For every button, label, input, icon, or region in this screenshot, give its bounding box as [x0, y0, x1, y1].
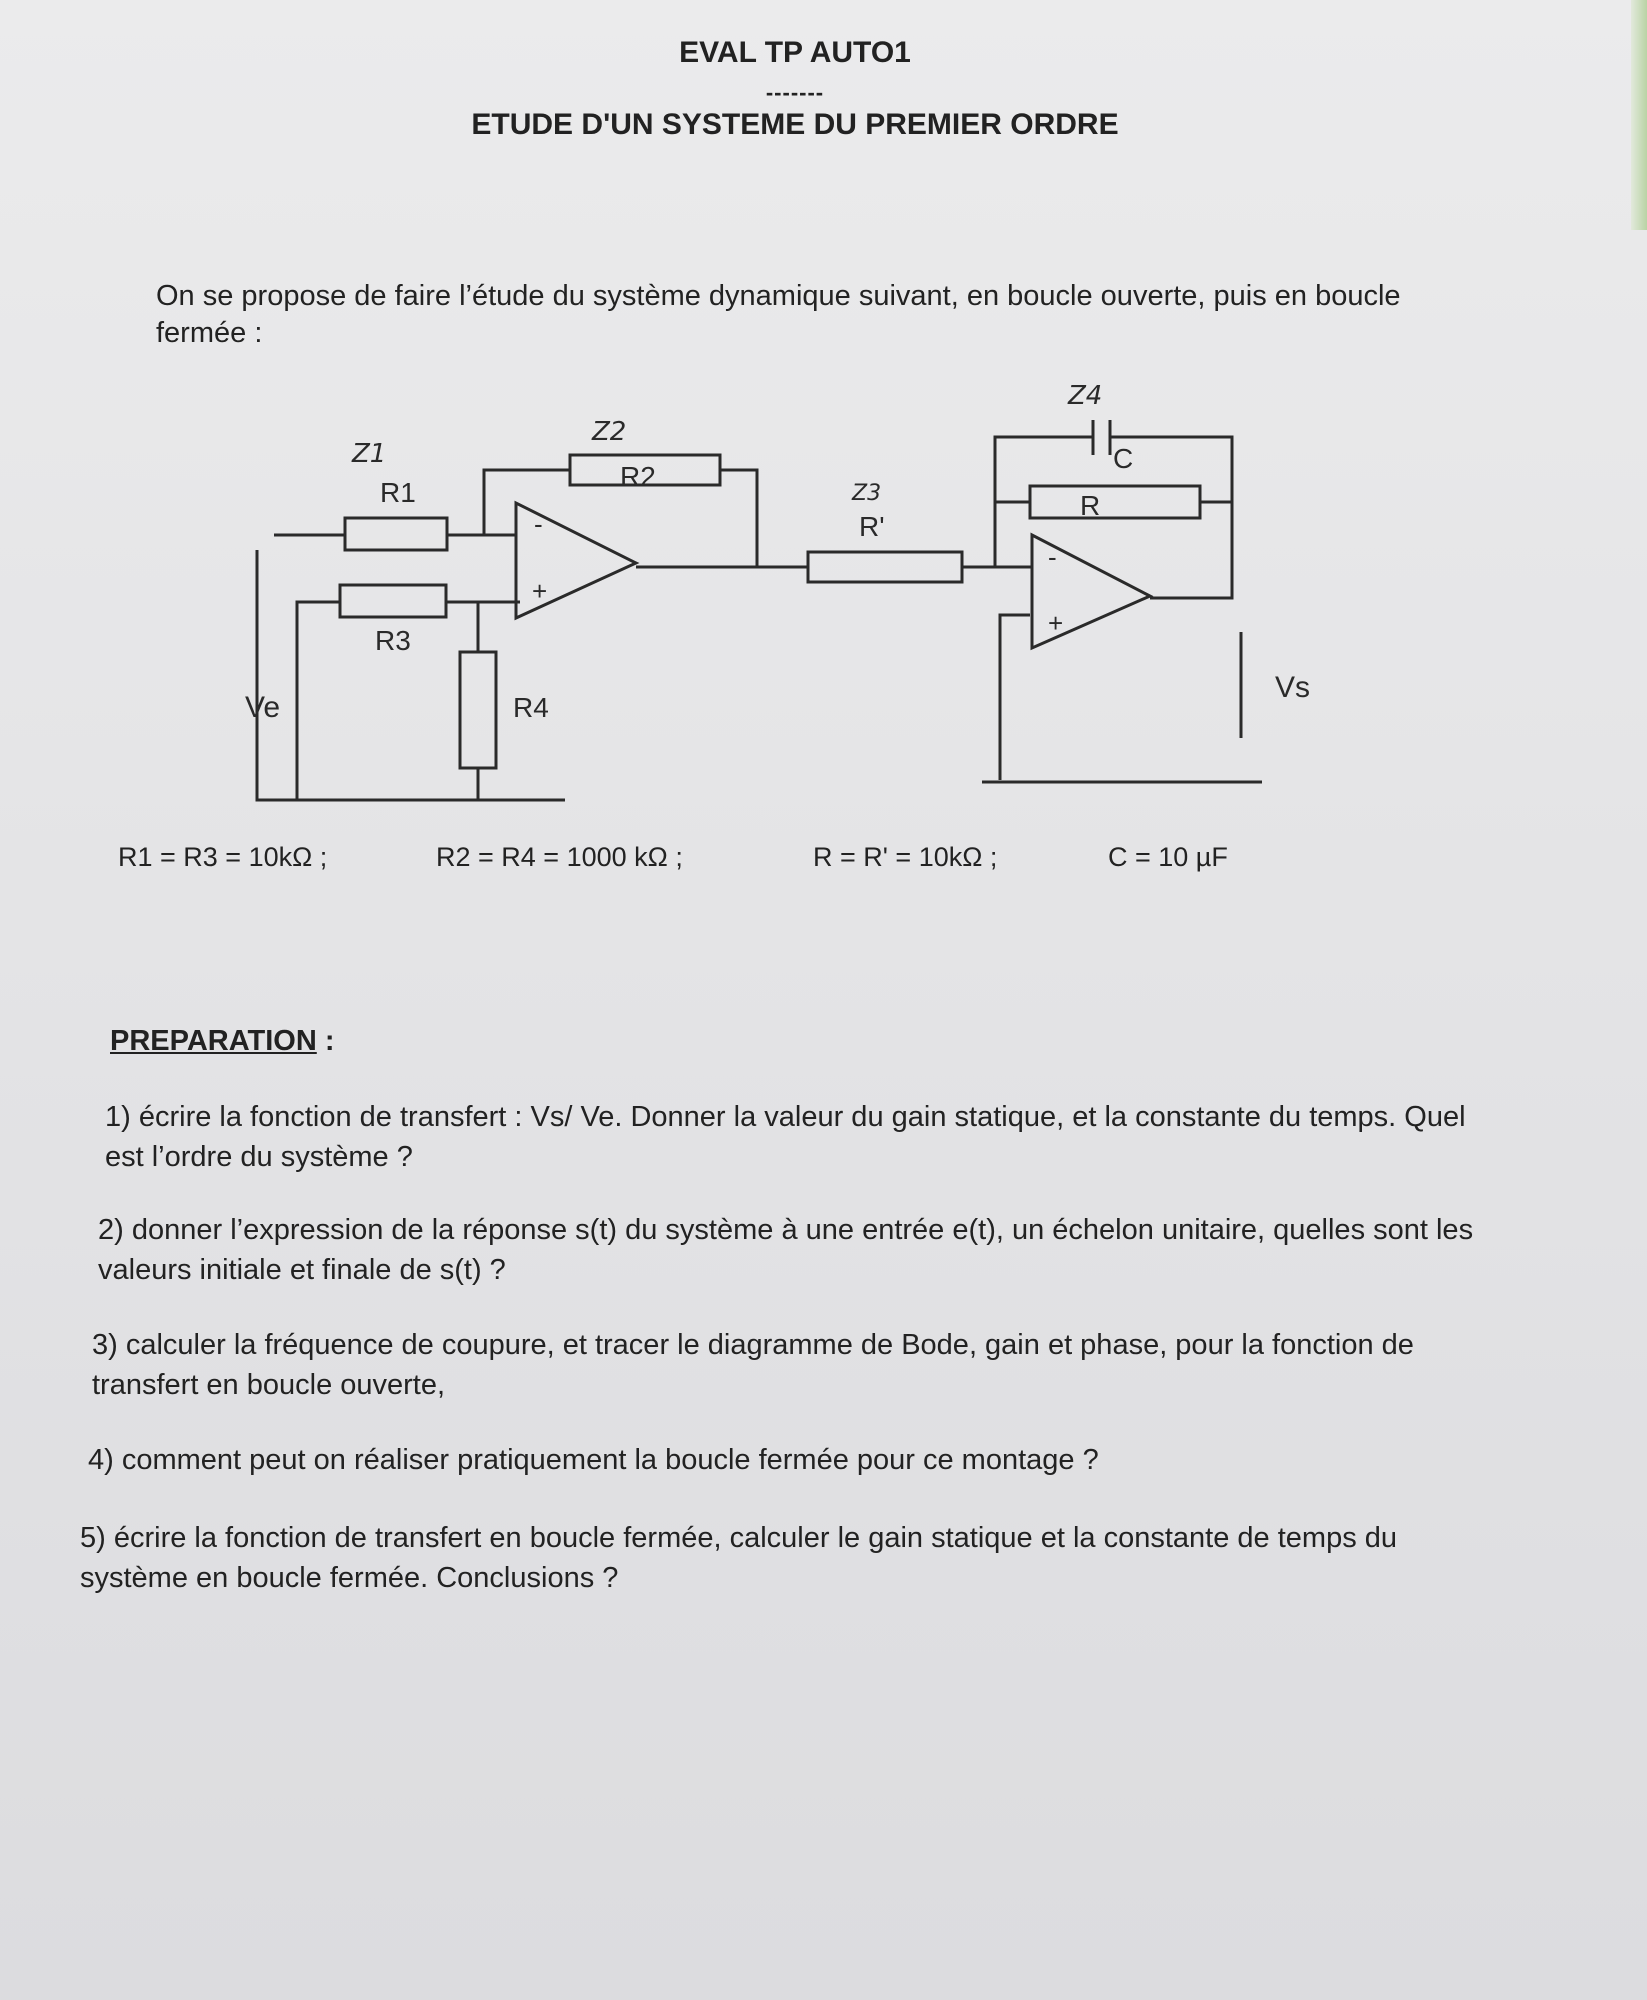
label-ve: Ve	[245, 691, 281, 724]
preparation-heading-text: PREPARATION	[110, 1025, 317, 1057]
wire-plus-ground	[1000, 615, 1030, 780]
label-r: R	[1080, 490, 1101, 521]
title-separator: -------	[765, 80, 825, 105]
question-1: 1) écrire la fonction de transfert : Vs/ Ve. Donner la valeur du gain statique, et la constante du temps. Quel est l’ordre du système ?	[105, 1101, 1466, 1173]
doc-title: EVAL TP AUTO1	[679, 36, 911, 69]
preparation-heading	[110, 1025, 335, 1058]
resistor-r1	[345, 518, 447, 550]
intro-paragraph: On se propose de faire l’étude du système dynamique suivant, en boucle ouverte, puis en boucle fermée :	[156, 280, 1401, 349]
doc-subtitle: ETUDE D'UN SYSTEME DU PREMIER ORDRE	[471, 108, 1119, 141]
label-r3: R3	[375, 625, 411, 656]
opamp2-plus: +	[1048, 608, 1064, 638]
resistor-r4	[460, 652, 496, 768]
label-rprime: R'	[859, 511, 885, 542]
question-4: 4) comment peut on réaliser pratiquement la boucle fermée pour ce montage ?	[88, 1444, 1099, 1476]
value-r-rprime: R = R' = 10kΩ ;	[813, 842, 998, 872]
resistor-r	[1030, 486, 1200, 518]
value-r2-r4: R2 = R4 = 1000 kΩ ;	[436, 842, 683, 872]
label-r4: R4	[513, 692, 549, 723]
resistor-r3	[340, 585, 446, 617]
question-5: 5) écrire la fonction de transfert en boucle fermée, calculer le gain statique et la constante de temps du système en boucle fermée. Conclusions ?	[80, 1522, 1398, 1594]
label-r2: R2	[620, 461, 656, 492]
opamp1-plus: +	[532, 576, 548, 606]
handwritten-z1: Z1	[352, 439, 387, 469]
value-c: C = 10 µF	[1108, 842, 1228, 872]
resistor-rprime	[808, 552, 962, 582]
label-vs: Vs	[1275, 671, 1311, 704]
opamp2-minus: -	[1048, 542, 1057, 572]
handwritten-z3: Z3	[852, 481, 882, 506]
preparation-heading-suffix: :	[316, 1025, 335, 1057]
handwritten-z2: Z2	[592, 417, 627, 447]
question-3: 3) calculer la fréquence de coupure, et tracer le diagramme de Bode, gain et phase, pour la fonction de transfert en boucle ouverte,	[92, 1329, 1414, 1401]
opamp1-minus: -	[534, 509, 543, 539]
capacitor-c	[1093, 420, 1110, 455]
label-r1: R1	[380, 477, 416, 508]
handwritten-z4: Z4	[1068, 381, 1103, 411]
wire-ve-left	[257, 550, 565, 800]
wire-r3-in	[297, 602, 340, 800]
label-c: C	[1113, 443, 1134, 474]
value-r1-r3: R1 = R3 = 10kΩ ;	[118, 842, 328, 872]
question-2: 2) donner l’expression de la réponse s(t) du système à une entrée e(t), un échelon unitaire, quelles sont les valeurs initiale et finale de s(t) ?	[98, 1214, 1474, 1286]
